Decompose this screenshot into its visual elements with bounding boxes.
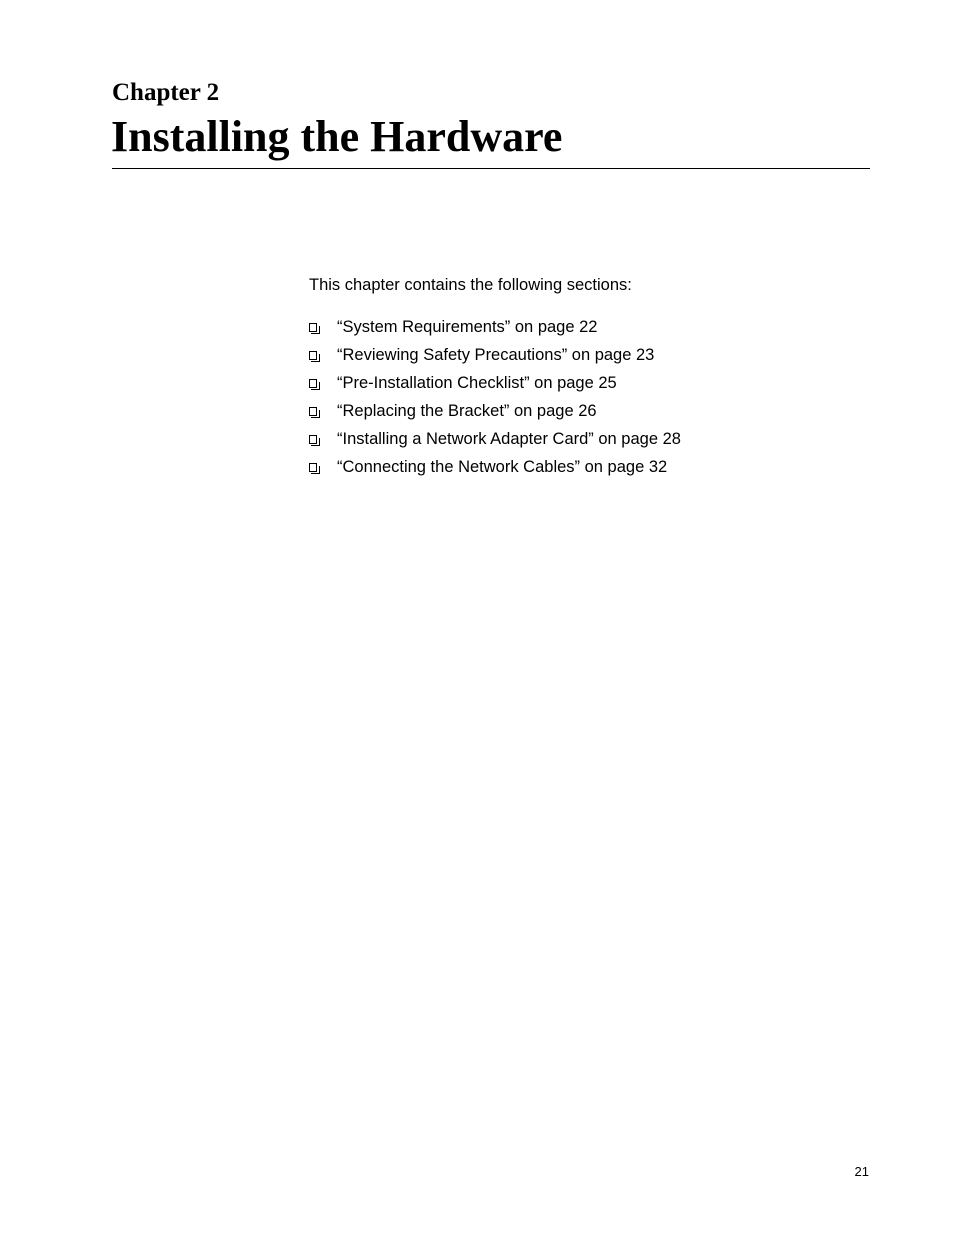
section-link[interactable]: “System Requirements” on page 22 [337,317,598,336]
list-item [309,453,681,481]
section-list [309,313,681,481]
list-item [309,313,681,341]
section-link[interactable]: “Replacing the Bracket” on page 26 [337,401,597,420]
list-item [309,341,681,369]
checkbox-icon [309,351,317,360]
section-link[interactable]: “Installing a Network Adapter Card” on page 28 [337,429,681,448]
checkbox-icon [309,463,317,472]
checkbox-icon [309,379,317,388]
page-number: 21 [854,1164,869,1179]
checkbox-icon [309,323,317,332]
title-divider [112,168,870,169]
section-link[interactable]: “Connecting the Network Cables” on page 32 [337,457,668,476]
list-item [309,425,681,453]
page-title: Installing the Hardware [111,112,563,161]
list-item [309,369,681,397]
checkbox-icon [309,407,317,416]
section-link[interactable]: “Reviewing Safety Precautions” on page 23 [337,345,655,364]
list-item [309,397,681,425]
section-link[interactable]: “Pre-Installation Checklist” on page 25 [337,373,617,392]
intro-text: This chapter contains the following sections: [309,276,632,294]
chapter-label: Chapter 2 [112,79,220,106]
checkbox-icon [309,435,317,444]
